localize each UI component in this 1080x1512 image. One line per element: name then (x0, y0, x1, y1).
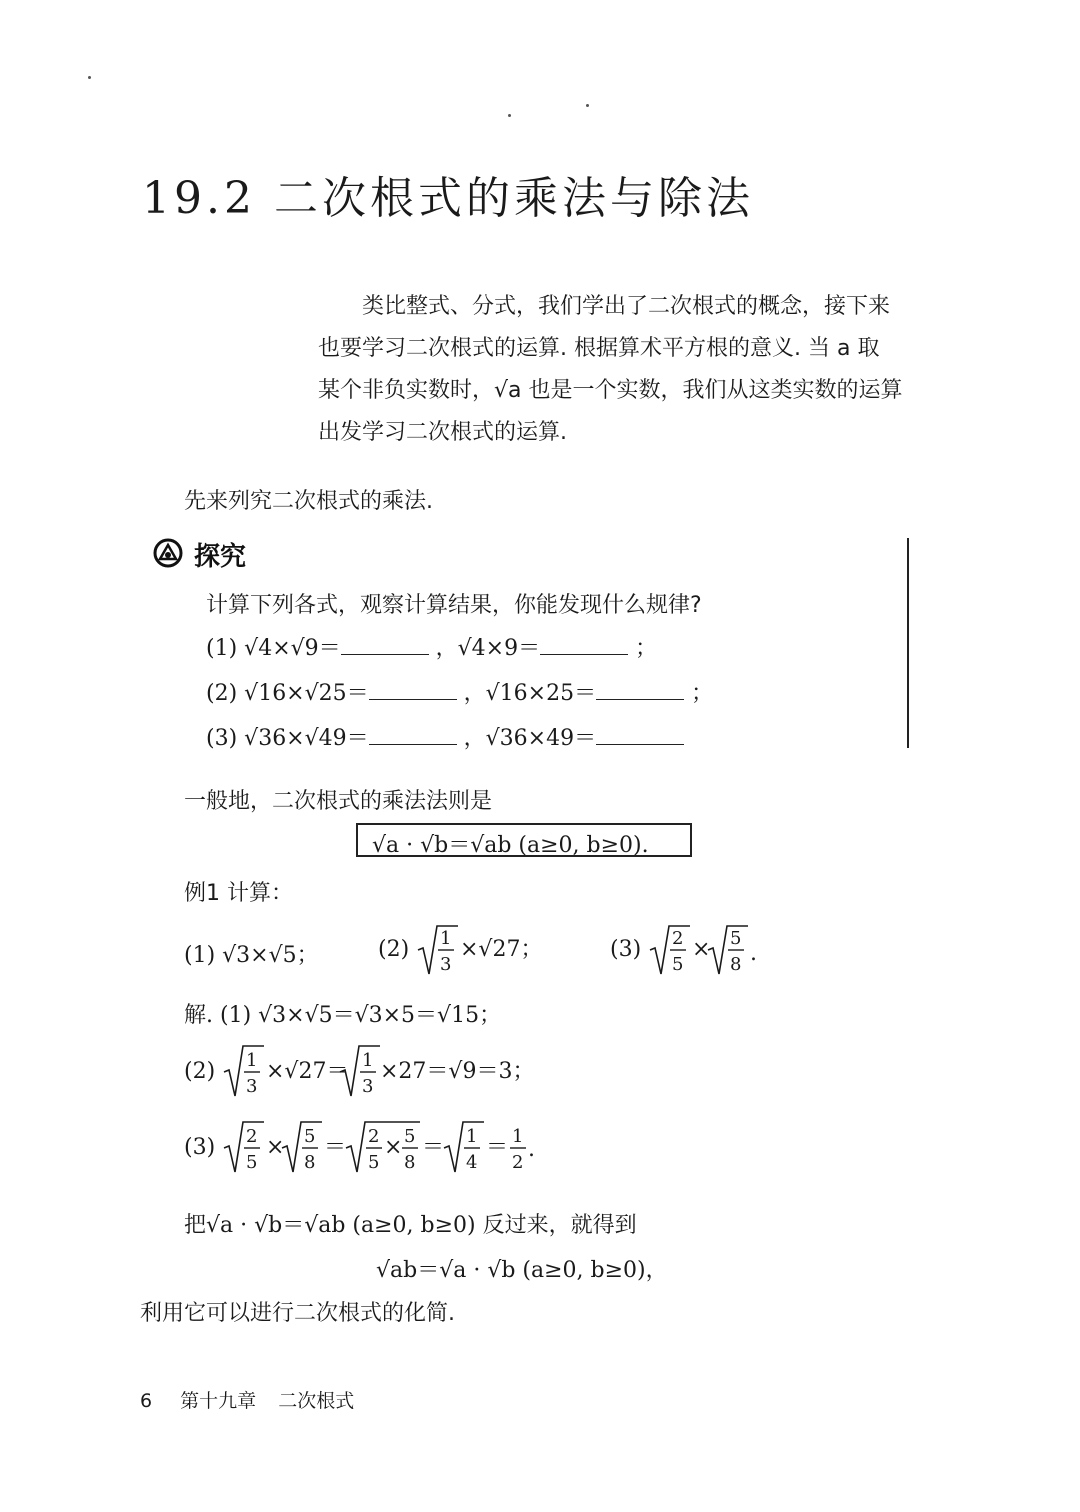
example-label: 例1 计算： (184, 881, 293, 906)
svg-text:2: 2 (246, 1126, 258, 1147)
page-footer (140, 1386, 354, 1413)
frac-num: 2 (672, 928, 684, 949)
example-q2 (378, 920, 558, 980)
explore-item: (3) √36×√49＝ ，√36×49＝ (206, 721, 684, 752)
explore-heading: 探究 (194, 542, 247, 572)
explore-item: (2) √16×√25＝ ，√16×25＝ ； (206, 681, 714, 706)
intro-line: 某个非负实数时，√a 也是一个实数，我们从这类实数的运算 (318, 378, 903, 403)
intro-line: 出发学习二次根式的运算. (318, 420, 567, 445)
item-left-expr: √4×√9＝ (244, 636, 341, 661)
frac-den: 8 (730, 954, 742, 975)
item-label: (3) (206, 726, 238, 751)
svg-text:8: 8 (404, 1152, 416, 1173)
item-label: (2) (206, 681, 238, 706)
svg-text:8: 8 (304, 1152, 316, 1173)
item-end: ； (635, 636, 658, 661)
reverse-line-3: 利用它可以进行二次根式的化简. (140, 1301, 455, 1326)
answer-blank[interactable] (540, 636, 628, 655)
explore-prompt: 计算下列各式，观察计算结果，你能发现什么规律? (206, 593, 702, 618)
s2-label: (2) (184, 1059, 216, 1084)
svg-text:＝: ＝ (422, 1135, 445, 1160)
svg-text:.: . (750, 941, 757, 966)
item-label: (1) (206, 636, 238, 661)
q3-label: (3) (610, 937, 642, 962)
item-end: ； (691, 681, 714, 706)
svg-text:5: 5 (246, 1152, 258, 1173)
q2-label: (2) (378, 937, 410, 962)
svg-text:×: × (692, 937, 711, 962)
frac-den: 5 (672, 954, 684, 975)
reverse-formula: √ab＝√a · √b (a≥0, b≥0)， (376, 1258, 668, 1283)
lead-sentence: 先来列究二次根式的乘法. (184, 489, 433, 514)
reverse-line-1: 把√a · √b＝√ab (a≥0, b≥0) 反过来，就得到 (184, 1213, 637, 1238)
frac-den: 4 (466, 1152, 478, 1173)
svg-text:3: 3 (246, 1076, 258, 1097)
example-q1: (1) √3×√5； (184, 943, 319, 968)
svg-text:1: 1 (362, 1050, 374, 1071)
svg-text:5: 5 (304, 1126, 316, 1147)
rule-intro: 一般地，二次根式的乘法法则是 (184, 789, 493, 814)
svg-text:＝: ＝ (486, 1135, 509, 1160)
svg-text:×: × (384, 1135, 403, 1160)
chapter-number: 第十九章 (180, 1390, 257, 1412)
svg-text:3: 3 (362, 1076, 374, 1097)
solution-2 (184, 1040, 564, 1102)
svg-text:1: 1 (466, 1126, 478, 1147)
example-q3 (610, 920, 780, 980)
svg-text:5: 5 (404, 1126, 416, 1147)
item-left-expr: √16×√25＝ (244, 681, 369, 706)
explore-side-bar (907, 538, 909, 748)
s3-label: (3) (184, 1135, 216, 1160)
svg-text:2: 2 (512, 1152, 524, 1173)
svg-text:.: . (528, 1137, 535, 1162)
item-left-expr: √36×√49＝ (244, 726, 369, 751)
multiplication-rule: √a · √b＝√ab (a≥0, b≥0). (372, 833, 649, 858)
frac-num: 1 (440, 928, 452, 949)
explore-item: (1) √4×√9＝ ，√4×9＝ ； (206, 636, 658, 661)
svg-text:5: 5 (730, 928, 742, 949)
intro-line: 类比整式、分式，我们学出了二次根式的概念，接下来 (362, 294, 891, 319)
scan-dot (88, 76, 91, 79)
s2-rest: ×27＝√9＝3； (380, 1059, 535, 1084)
answer-blank[interactable] (596, 681, 684, 700)
explore-icon (152, 537, 184, 569)
item-right-expr: √4×9＝ (457, 636, 541, 661)
solution-3 (184, 1116, 584, 1178)
solution-1: 解. (1) √3×√5＝√3×5＝√15； (184, 1003, 502, 1028)
section-title: 19.2 二次根式的乘法与除法 (142, 173, 754, 224)
item-right-expr: √36×49＝ (485, 726, 597, 751)
scan-dot (508, 114, 511, 117)
scan-dot (586, 104, 589, 107)
chapter-title: 二次根式 (278, 1390, 355, 1412)
svg-text:1: 1 (246, 1050, 258, 1071)
svg-text:＝: ＝ (324, 1135, 347, 1160)
svg-text:2: 2 (368, 1126, 380, 1147)
svg-text:×: × (266, 1135, 285, 1160)
q2-rest: ×√27； (460, 937, 543, 962)
answer-blank[interactable] (596, 726, 684, 745)
frac-den: 3 (440, 954, 452, 975)
answer-blank[interactable] (341, 636, 429, 655)
intro-paragraph (318, 286, 918, 454)
svg-text:1: 1 (512, 1126, 524, 1147)
s2-mid: ×√27＝ (266, 1059, 349, 1084)
answer-blank[interactable] (369, 681, 457, 700)
page-number: 6 (140, 1390, 153, 1412)
svg-text:5: 5 (368, 1152, 380, 1173)
answer-blank[interactable] (369, 726, 457, 745)
intro-line: 也要学习二次根式的运算. 根据算术平方根的意义. 当 a 取 (318, 336, 880, 361)
item-right-expr: √16×25＝ (485, 681, 597, 706)
